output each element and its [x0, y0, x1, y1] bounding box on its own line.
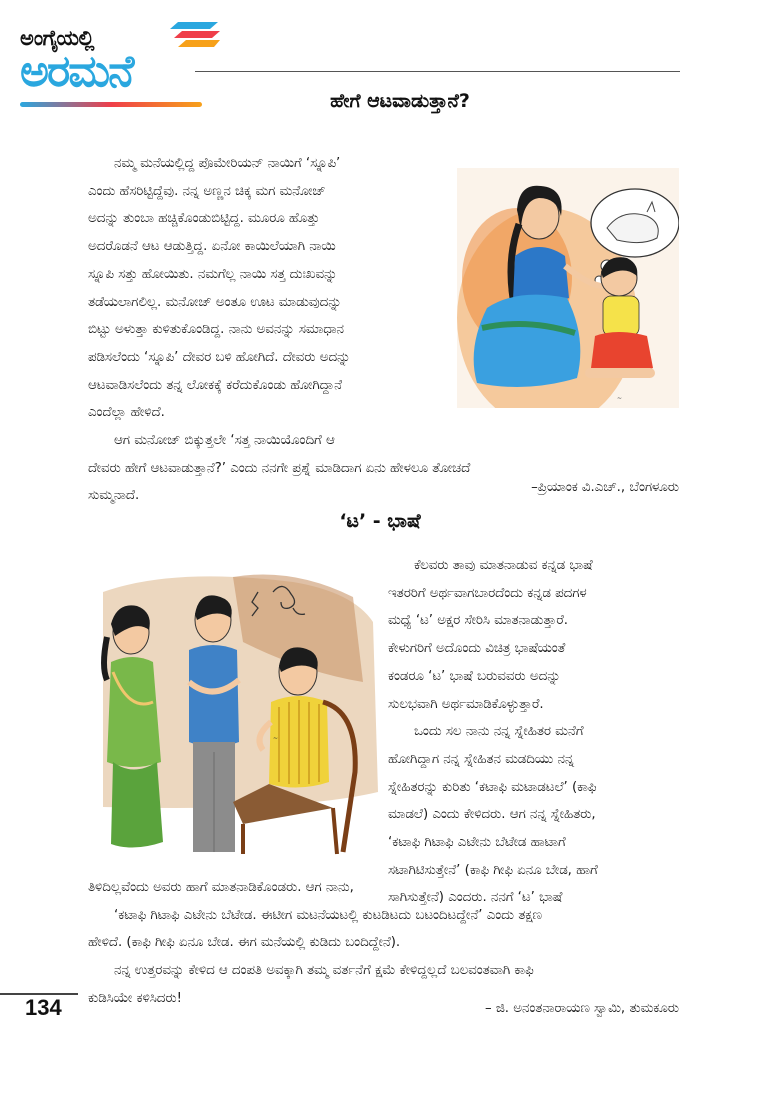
story1-title: ಹೇಗೆ ಆಟವಾಡುತ್ತಾನೆ?: [330, 90, 470, 112]
story1-line: ಅದರೊಡನೆ ಆಟ ಆಡುತ್ತಿದ್ದ. ಏನೋ ಕಾಯಿಲೆಯಾಗಿ ನಾಯಿ: [88, 239, 336, 255]
story1-body-cont: [88, 427, 688, 510]
story2-title: ‘ಟ’ - ಭಾಷೆ: [339, 510, 421, 532]
story1-line: ಆಗ ಮನೋಜ್ ಬಿಕ್ಕುತ್ತಲೇ ‘ಸತ್ತ ನಾಯಿಯೊಂದಿಗೆ ಆ: [114, 433, 335, 448]
story1-line: ಎಂದೆಲ್ಲಾ ಹೇಳಿದೆ.: [88, 405, 165, 421]
story2-line: ಕಂಡರೂ ‘ಟ’ ಭಾಷೆ ಬರುವವರು ಅದನ್ನು: [388, 668, 561, 684]
story2-line: ‘ಕಟಾಫಿ ಗಿಟಾಫಿ ಎಟೇನು ಬೆಟೇಡ ಹಾಟಾಗೆ: [388, 835, 566, 851]
story2-body: [388, 552, 688, 912]
story1-credit: –ಪ್ರಿಯಾಂಕ ವಿ.ಎಚ್., ಬೆಂಗಳೂರು: [531, 480, 679, 495]
story1-line: ನಮ್ಮ ಮನೆಯಲ್ಲಿದ್ದ ಪೊಮೇರಿಯನ್ ನಾಯಿಗೆ ‘ಸ್ನೂಪಿ’: [114, 156, 341, 171]
story1-line: ಪಡಿಸಲೆಂದು ‘ಸ್ನೂಪಿ’ ದೇವರ ಬಳಿ ಹೋಗಿದೆ. ದೇವರು ಅದನ್ನು: [88, 349, 351, 365]
story2-line: ಸುಲಭವಾಗಿ ಅರ್ಥಮಾಡಿಕೊಳ್ಳುತ್ತಾರೆ.: [388, 696, 544, 712]
header-rule: [195, 71, 680, 72]
story2-line: ಕೇಳುಗರಿಗೆ ಅದೊಂದು ವಿಚಿತ್ರ ಭಾಷೆಯಂತೆ: [388, 641, 566, 657]
story2-line: ತಿಳಿದಿಲ್ಲವೆಂದು ಅವರು ಹಾಗೆ ಮಾತನಾಡಿಕೊಂಡರು. ಆಗ ನಾನು,: [88, 880, 354, 895]
story1-line: ಅದನ್ನು ತುಂಬಾ ಹಚ್ಚಿಕೊಂಡುಬಿಟ್ಟಿದ್ದ. ಮೂರೂ ಹೊತ್ತು: [88, 211, 320, 227]
story1-line: ಆಟವಾಡಿಸಲೆಂದು ತನ್ನ ಲೋಕಕ್ಕೆ ಕರೆದುಕೊಂಡು ಹೋಗಿದ್ದಾನೆ: [88, 377, 343, 393]
story2-line: ಕೆಲವರು ತಾವು ಮಾತನಾಡುವ ಕನ್ನಡ ಭಾಷೆ: [414, 558, 593, 573]
story1-line: ಎಂದು ಹೆಸರಿಟ್ಟಿದ್ದೆವು. ನನ್ನ ಅಣ್ಣನ ಚಿಕ್ಕ ಮಗ ಮನೋಜ್: [88, 183, 326, 199]
story1-line: ಸುಮ್ಮನಾದೆ.: [88, 488, 140, 504]
story1-line: ಸ್ನೂಪಿ ಸತ್ತು ಹೋಯಿತು. ನಮಗೆಲ್ಲ ನಾಯಿ ಸತ್ತ ದುಃಖವನ್ನು: [88, 266, 338, 282]
story2-line: ಮಾಡಲೆ) ಎಂದು ಕೇಳಿದರು. ಆಗ ನನ್ನ ಸ್ನೇಹಿತರು,: [388, 807, 596, 823]
brand-stripes-icon: [170, 20, 220, 50]
story2-body-cont: [88, 874, 688, 1013]
story2-line: ನನ್ನ ಉತ್ತರವನ್ನು ಕೇಳಿದ ಆ ದಂಪತಿ ಅವಕ್ಕಾಗಿ ತಮ್ಮ ವರ್ತನೆಗೆ ಕ್ಷಮೆ ಕೇಳಿದ್ದಲ್ಲದೆ ಬಲವಂತವಾಗಿ ಕಾಫಿ: [114, 963, 534, 979]
story1-line: ಬಿಟ್ಟು ಅಳುತ್ತಾ ಕುಳಿತುಕೊಂಡಿದ್ದ. ನಾನು ಅವನನ್ನು ಸಮಾಧಾನ: [88, 322, 344, 338]
svg-text:~: ~: [617, 395, 623, 402]
story2-line: ಸ್ನೇಹಿತರನ್ನು ಕುರಿತು ‘ಕಟಾಫಿ ಮಟಾಡಟಲೆ’ (ಕಾಫಿ: [388, 779, 597, 795]
story2-line: ಕುಡಿಸಿಯೇ ಕಳಿಸಿದರು!: [88, 990, 182, 1006]
story2-line: ಮಧ್ಯೆ ‘ಟ’ ಅಕ್ಷರ ಸೇರಿಸಿ ಮಾತನಾಡುತ್ತಾರೆ.: [388, 613, 568, 629]
story2-line: ಹೇಳಿದೆ. (ಕಾಫಿ ಗೀಫಿ ಏನೂ ಬೇಡ. ಈಗ ಮನೆಯಲ್ಲಿ ಕುಡಿದು ಬಂದಿದ್ದೇನೆ).: [88, 935, 401, 951]
story1-line: ತಡೆಯಲಾಗಲಿಲ್ಲ. ಮನೋಜ್ ಅಂತೂ ಊಟ ಮಾಡುವುದನ್ನು: [88, 294, 342, 310]
page-number: 134: [25, 995, 62, 1020]
story2-line: ಇತರರಿಗೆ ಅರ್ಥವಾಗಬಾರದೆಂದು ಕನ್ನಡ ಪದಗಳ: [388, 585, 587, 601]
story2-line: ಸಟಾಗಿಟಿಸುತ್ತೇನೆ’ (ಕಾಫಿ ಗೀಫಿ ಏನೂ ಬೇಡ, ಹಾಗೆ: [388, 862, 598, 878]
story2-line: ಒಂದು ಸಲ ನಾನು ನನ್ನ ಸ್ನೇಹಿತರ ಮನೆಗೆ: [414, 724, 584, 740]
brand-name: ಅರಮನೆ: [20, 46, 133, 97]
brand-tagline: ಅಂಗೈಯಲ್ಲಿ: [20, 26, 94, 50]
svg-text:~: ~: [273, 735, 279, 742]
brand-logo: [20, 20, 220, 100]
story1-body: [88, 150, 450, 427]
illustration-three-people: [93, 562, 383, 862]
illustration-mother-child: [457, 168, 679, 408]
story2-credit: – ಜಿ. ಅನಂತನಾರಾಯಣ ಸ್ವಾಮಿ, ತುಮಕೂರು: [484, 1001, 679, 1016]
brand-swoosh: [20, 102, 202, 107]
story1-line: ದೇವರು ಹೇಗೆ ಆಟವಾಡುತ್ತಾನೆ?’ ಎಂದು ನನಗೇ ಪ್ರಶ್ನೆ ಮಾಡಿದಾಗ ಏನು ಹೇಳಲೂ ತೋಚದೆ: [88, 460, 471, 476]
story2-line: ಹೋಗಿದ್ದಾಗ ನನ್ನ ಸ್ನೇಹಿತನ ಮಡದಿಯು ನನ್ನ: [388, 751, 575, 767]
story2-line: ಸಾಗಿಸುತ್ತೇನೆ) ಎಂದರು. ನನಗೆ ‘ಟ’ ಭಾಷೆ: [388, 890, 563, 906]
story2-line: ‘ಕಟಾಫಿ ಗಿಟಾಫಿ ಎಟೇನು ಬೆಟೇಡ. ಈಟೀಗ ಮಟನೆಯಟಲ್ಲಿ ಕುಟಡಿಟದು ಬಟಂದಿಟದ್ದೇನೆ’ ಎಂದು ತಕ್ಷಣ: [114, 907, 542, 923]
